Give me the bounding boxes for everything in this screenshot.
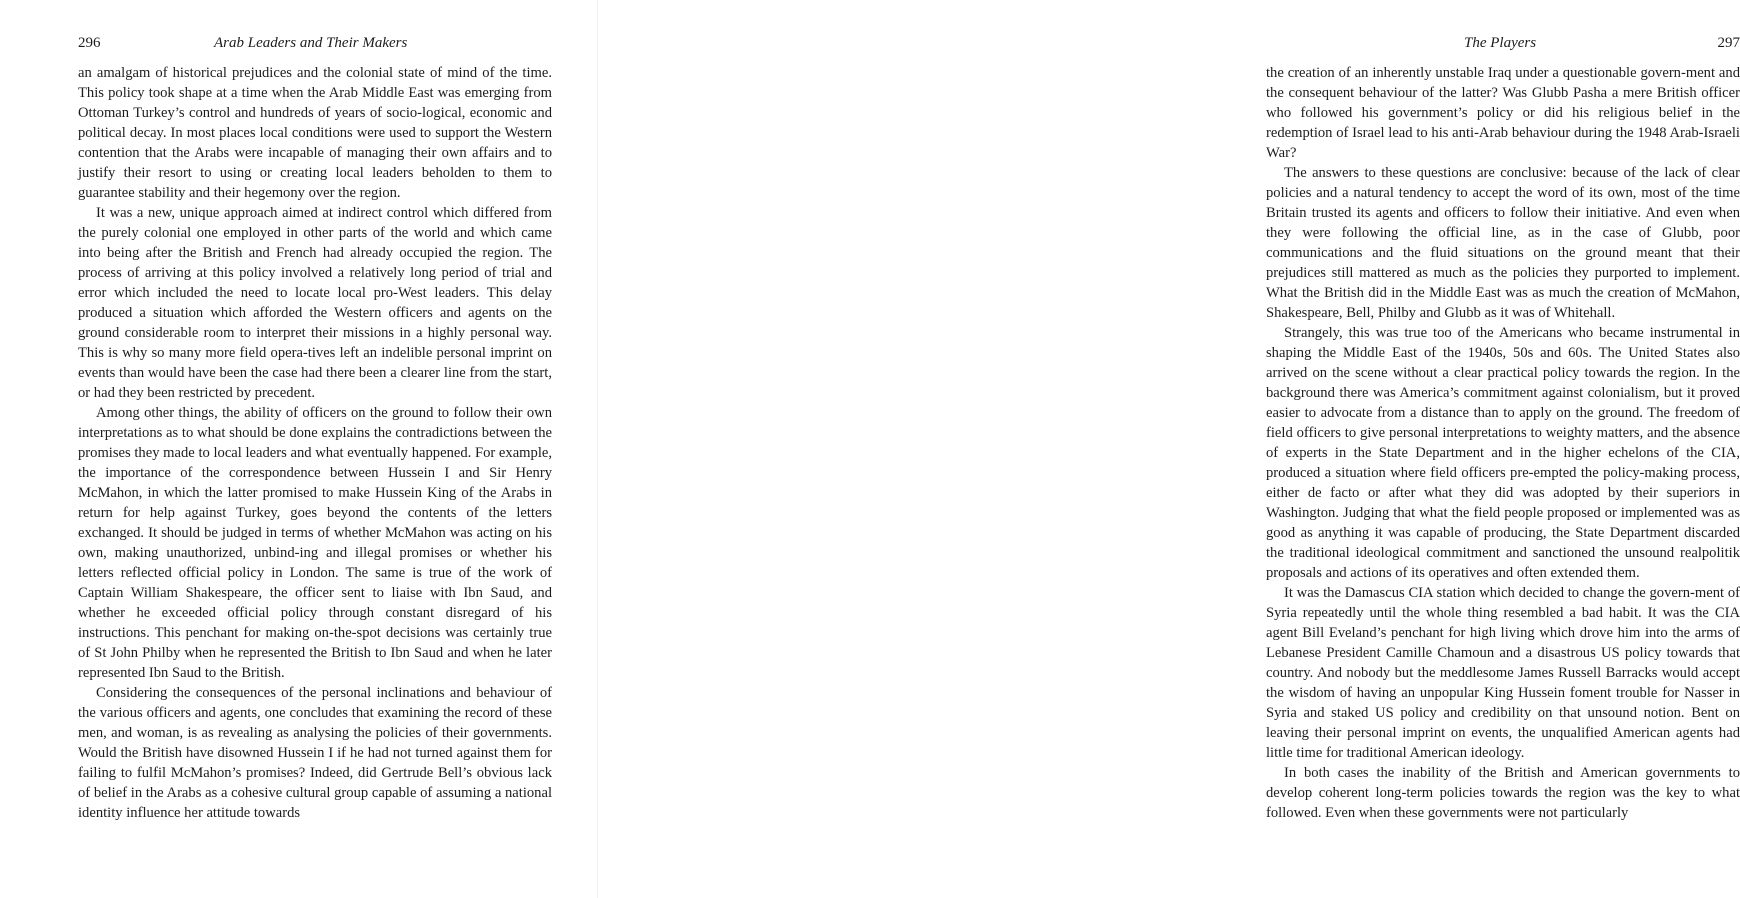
left-paragraph-4: Considering the consequences of the personal inclinations and behaviour of the various officers and agents, one concludes that examining the record of these men, and woman, is as revealing as analysing the policies of their governments. Would the British have disowned Hussein I if he had not turned against them for failing to fulfil McMahon’s promises? Indeed, did Gertrude Bell’s obvious lack of belief in the Arabs as a cohesive cultural group capable of assuming a national identity influence her attitude towards: [78, 685, 552, 821]
right-page: [598, 0, 1740, 898]
left-paragraph-3: Among other things, the ability of officers on the ground to follow their own interpretations as to what should be done explains the contradictions between the promises they made to local leaders and what eventually happened. For example, the importance of the correspondence between Hussein I and Sir Henry McMahon, in which the latter promised to make Hussein King of the Arabs in return for help against Turkey, goes beyond the contents of the letters exchanged. It should be judged in terms of whether McMahon was acting on his own, making unauthorized, unbind-ing and illegal promises or whether his letters reflected official policy in London. The same is true of the work of Captain William Shakespeare, the officer sent to liaise with Ibn Saud, and whether he exceeded official policy through constant disregard of his instructions. This penchant for making on-the-spot decisions was certainly true of St John Philby when he represented the British to Ibn Saud and when he later represented Ibn Saud to the British.: [78, 405, 552, 681]
right-paragraph-5: In both cases the inability of the British and American governments to develop coherent long-term policies towards the region was the key to what followed. Even when these governments were not particularly: [1266, 765, 1740, 821]
left-page: [0, 0, 597, 898]
left-paragraph-1: an amalgam of historical prejudices and the colonial state of mind of the time. This policy took shape at a time when the Arab Middle East was emerging from Ottoman Turkey’s control and hundreds of years of socio-logical, economic and political decay. In most places local conditions were used to support the Western contention that the Arabs were incapable of managing their own affairs and to justify their resort to using or creating local leaders beholden to them to guarantee stability and their hegemony over the region.: [78, 65, 552, 201]
right-paragraph-4: It was the Damascus CIA station which decided to change the govern-ment of Syria repeatedly until the whole thing resembled a bad habit. It was the CIA agent Bill Eveland’s penchant for high living which drove him into the arms of Lebanese President Camille Chamoun and a disastrous US policy towards that country. And nobody but the meddlesome James Russell Barracks would accept the wisdom of having an unpopular King Hussein foment trouble for Nasser in Syria and staked US policy and credibility on that unsound notion. Bent on leaving their personal imprint on events, the unqualified American agents had little time for traditional American ideology.: [1266, 585, 1740, 761]
left-running-title: Arab Leaders and Their Makers: [214, 35, 408, 51]
right-running-head: [1266, 32, 1740, 54]
right-paragraph-1: the creation of an inherently unstable Iraq under a questionable govern-ment and the consequent behaviour of the latter? Was Glubb Pasha a mere British officer who followed his government’s policy or did his religious belief in the redemption of Israel lead to his anti-Arab behaviour during the 1948 Arab-Israeli War?: [1266, 65, 1740, 161]
right-paragraph-2: The answers to these questions are conclusive: because of the lack of clear policies and a natural tendency to accept the word of its own, most of the time Britain trusted its agents and officers to follow their initiative. And even when they were following the official line, as in the case of Glubb, poor communications and the fluid situations on the ground meant that their prejudices still mattered as much as the policies they purported to implement. What the British did in the Middle East was as much the creation of McMahon, Shakespeare, Bell, Philby and Glubb as it was of Whitehall.: [1266, 165, 1740, 321]
right-page-number: 297: [1717, 35, 1740, 51]
right-running-title: The Players: [1464, 35, 1537, 51]
left-running-head: [78, 32, 552, 54]
left-paragraph-2: It was a new, unique approach aimed at indirect control which differed from the purely colonial one employed in other parts of the world and which came into being after the British and French had already occupied the region. The process of arriving at this policy involved a relatively long period of trial and error which included the need to locate local pro-West leaders. This delay produced a situation which afforded the Western officers and agents on the ground considerable room to interpret their missions in a highly personal way. This is why so many more field opera-tives left an indelible personal imprint on events than would have been the case had there been a clearer line from the start, or had they been restricted by precedent.: [78, 205, 552, 401]
right-body-text: [1266, 63, 1740, 823]
right-paragraph-3: Strangely, this was true too of the Americans who became instrumental in shaping the Middle East of the 1940s, 50s and 60s. The United States also arrived on the scene without a clear practical policy towards the region. In the background there was America’s commitment against colonialism, but it proved easier to advocate from a distance than to apply on the ground. The freedom of field officers to give personal interpretations to weighty matters, and the absence of experts in the State Department and in the higher echelons of the CIA, produced a situation where field officers pre-empted the policy-making process, either de facto or after what they did was adopted by their superiors in Washington. Judging that what the field people proposed or implemented was as good as anything it was capable of producing, the State Department discarded the traditional ideological commitment and sanctioned the unsound realpolitik proposals and actions of its operatives and often extended them.: [1266, 325, 1740, 581]
left-page-number: 296: [78, 35, 101, 51]
left-body-text: [78, 63, 552, 823]
